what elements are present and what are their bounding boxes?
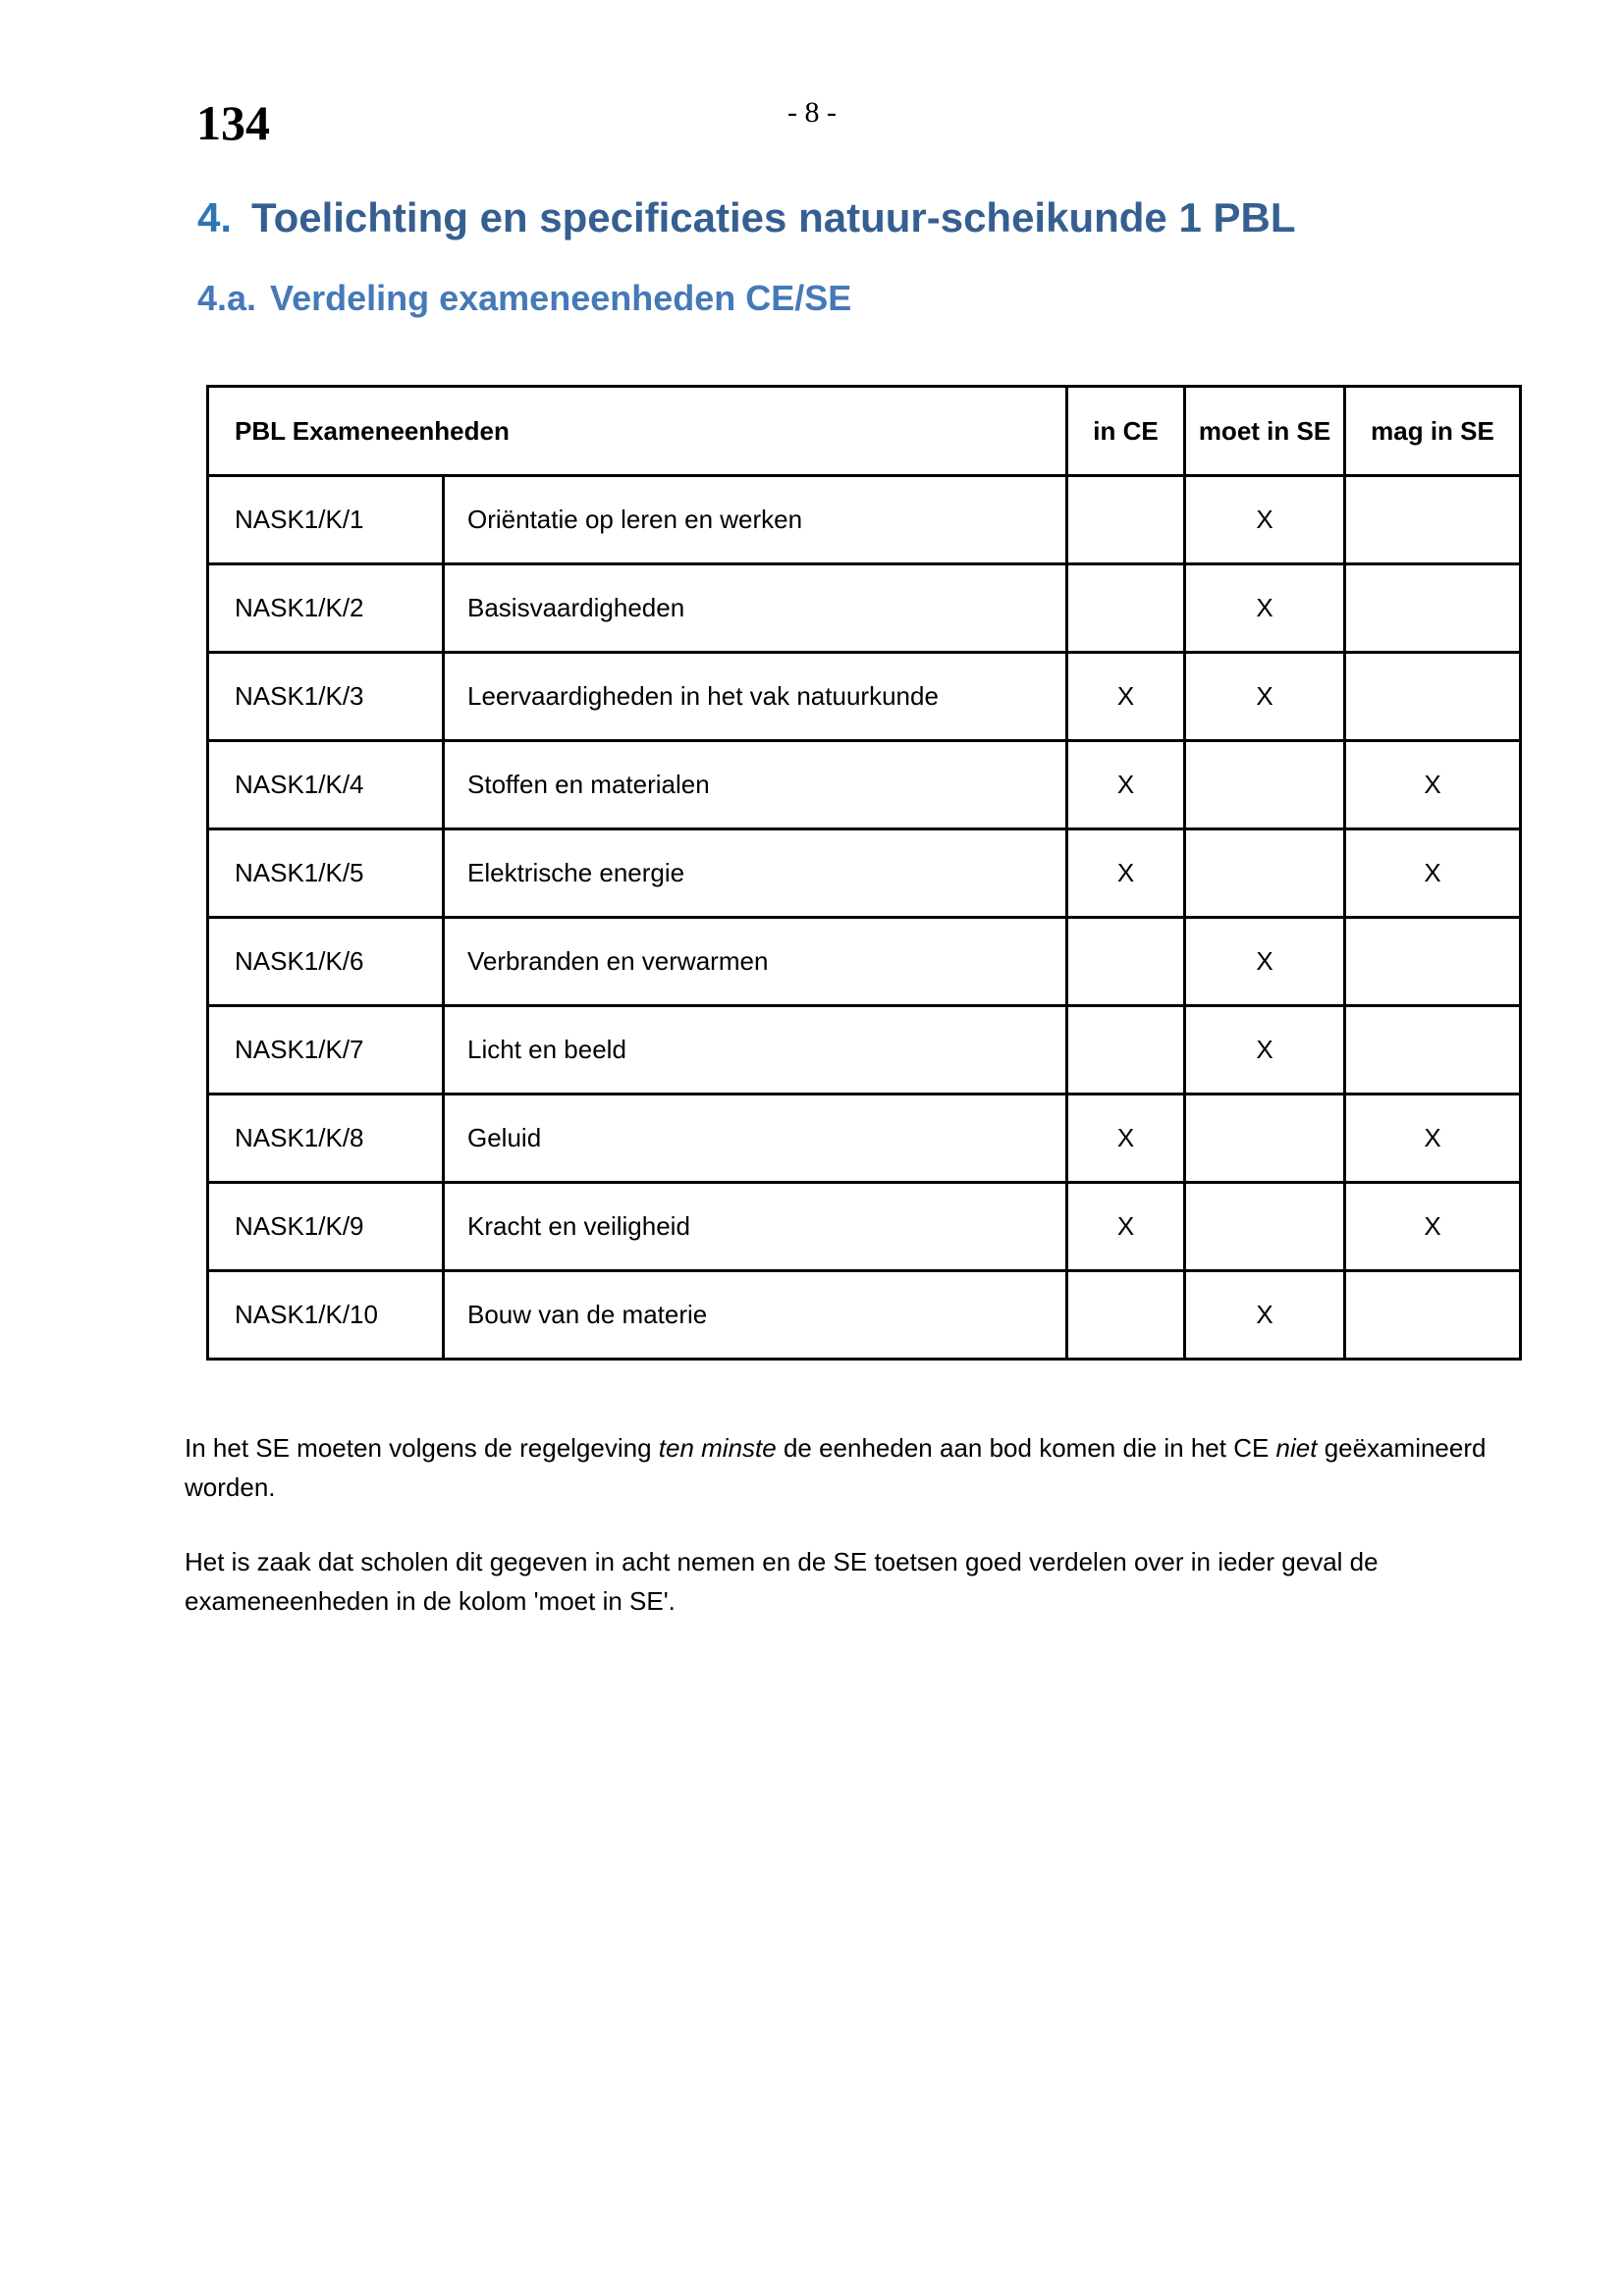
paragraph-text-italic: ten minste — [658, 1433, 777, 1463]
mark-in-ce: X — [1067, 653, 1185, 741]
mark-mag-in-se — [1345, 653, 1521, 741]
mark-in-ce — [1067, 564, 1185, 653]
unit-title: Licht en beeld — [444, 1006, 1067, 1095]
mark-mag-in-se — [1345, 1006, 1521, 1095]
paragraph-text: de eenheden aan bod komen die in het CE — [776, 1433, 1276, 1463]
mark-mag-in-se — [1345, 918, 1521, 1006]
unit-code: NASK1/K/5 — [208, 829, 444, 918]
column-header-exam-units: PBL Exameneenheden — [208, 387, 1067, 476]
paragraph-text: Het is zaak dat scholen dit gegeven in acht nemen en de SE toetsen goed verdelen over in ieder geval de exameneenheden in de kolom 'moet in SE'. — [185, 1547, 1379, 1616]
mark-in-ce: X — [1067, 1183, 1185, 1271]
mark-mag-in-se — [1345, 564, 1521, 653]
mark-in-ce — [1067, 1271, 1185, 1360]
unit-title: Elektrische energie — [444, 829, 1067, 918]
unit-code: NASK1/K/2 — [208, 564, 444, 653]
mark-in-ce — [1067, 476, 1185, 564]
unit-title: Verbranden en verwarmen — [444, 918, 1067, 1006]
mark-in-ce — [1067, 918, 1185, 1006]
mark-moet-in-se — [1185, 741, 1345, 829]
table-row — [208, 1271, 1521, 1360]
mark-moet-in-se: X — [1185, 1271, 1345, 1360]
mark-moet-in-se — [1185, 829, 1345, 918]
table-row — [208, 653, 1521, 741]
subsection-heading-number: 4.a. — [197, 278, 257, 318]
table-row — [208, 918, 1521, 1006]
table-row — [208, 564, 1521, 653]
exam-units-table — [206, 385, 1522, 1361]
unit-title: Leervaardigheden in het vak natuurkunde — [444, 653, 1067, 741]
mark-in-ce: X — [1067, 829, 1185, 918]
table-header-row — [208, 387, 1521, 476]
mark-mag-in-se: X — [1345, 1095, 1521, 1183]
mark-moet-in-se: X — [1185, 476, 1345, 564]
table-row — [208, 1006, 1521, 1095]
paragraph-text: In het SE moeten volgens de regelgeving — [185, 1433, 659, 1463]
document-number: 134 — [196, 95, 270, 150]
table-row — [208, 829, 1521, 918]
column-header-moet-in-se: moet in SE — [1185, 387, 1345, 476]
paragraph-text: geëxamineerd worden. — [185, 1433, 1487, 1502]
unit-code: NASK1/K/10 — [208, 1271, 444, 1360]
table-row — [208, 1183, 1521, 1271]
page-number: - 8 - — [787, 96, 837, 129]
mark-in-ce — [1067, 1006, 1185, 1095]
column-header-mag-in-se: mag in SE — [1345, 387, 1521, 476]
table-row — [208, 741, 1521, 829]
paragraph-se-regulation — [185, 1428, 1512, 1507]
mark-moet-in-se: X — [1185, 918, 1345, 1006]
unit-title: Oriëntatie op leren en werken — [444, 476, 1067, 564]
mark-moet-in-se — [1185, 1183, 1345, 1271]
subsection-heading — [197, 278, 851, 319]
unit-code: NASK1/K/6 — [208, 918, 444, 1006]
unit-code: NASK1/K/1 — [208, 476, 444, 564]
section-heading-text: Toelichting en specificaties natuur-scheikunde 1 PBL — [251, 194, 1296, 240]
mark-moet-in-se: X — [1185, 1006, 1345, 1095]
unit-title: Basisvaardigheden — [444, 564, 1067, 653]
mark-in-ce: X — [1067, 741, 1185, 829]
table-row — [208, 1095, 1521, 1183]
mark-mag-in-se: X — [1345, 741, 1521, 829]
paragraph-text-italic: niet — [1275, 1433, 1318, 1463]
mark-in-ce: X — [1067, 1095, 1185, 1183]
mark-mag-in-se: X — [1345, 829, 1521, 918]
unit-code: NASK1/K/8 — [208, 1095, 444, 1183]
column-header-in-ce: in CE — [1067, 387, 1185, 476]
mark-moet-in-se — [1185, 1095, 1345, 1183]
unit-code: NASK1/K/9 — [208, 1183, 444, 1271]
unit-title: Geluid — [444, 1095, 1067, 1183]
mark-mag-in-se — [1345, 476, 1521, 564]
unit-title: Kracht en veiligheid — [444, 1183, 1067, 1271]
unit-title: Bouw van de materie — [444, 1271, 1067, 1360]
mark-mag-in-se — [1345, 1271, 1521, 1360]
mark-moet-in-se: X — [1185, 564, 1345, 653]
unit-code: NASK1/K/3 — [208, 653, 444, 741]
unit-title: Stoffen en materialen — [444, 741, 1067, 829]
unit-code: NASK1/K/7 — [208, 1006, 444, 1095]
paragraph-school-advice — [185, 1542, 1512, 1621]
section-heading-number: 4. — [197, 194, 233, 240]
subsection-heading-text: Verdeling exameneenheden CE/SE — [270, 278, 852, 318]
table-row — [208, 476, 1521, 564]
section-heading — [197, 194, 1295, 241]
unit-code: NASK1/K/4 — [208, 741, 444, 829]
mark-moet-in-se: X — [1185, 653, 1345, 741]
mark-mag-in-se: X — [1345, 1183, 1521, 1271]
